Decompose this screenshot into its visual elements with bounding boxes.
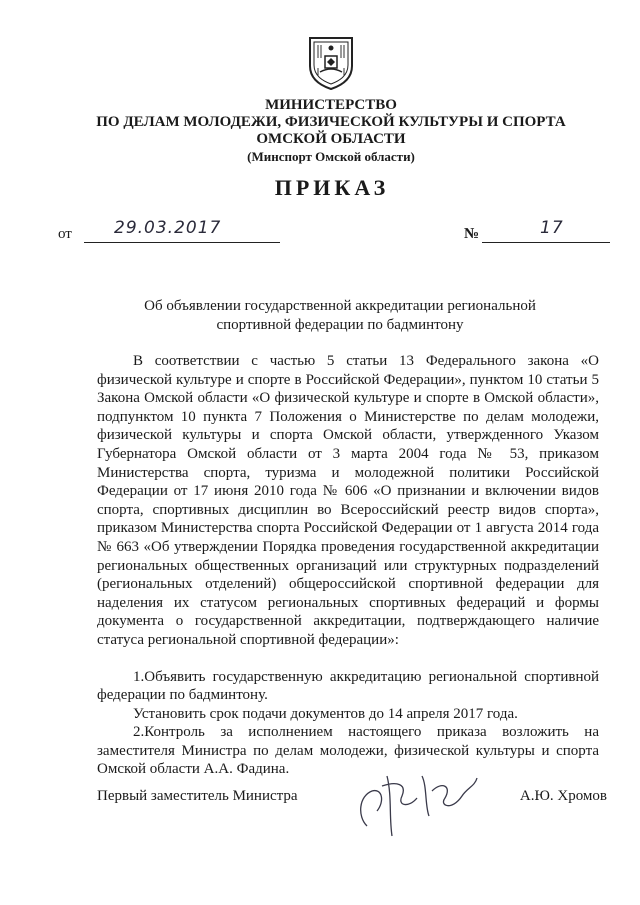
signatory-name: А.Ю. Хромов <box>519 788 607 804</box>
preamble-paragraph: В соответствии с частью 5 статьи 13 Федерального закона «О физической культуре и спорте в Российской Федерации», пунктом 10 статьи 5 Закона Омской области «О физической культуре и спорте в Омской области», подпунктом 10 пункта 7 Положения о Министерстве по делам молодежи, физической культуры и спорта Омской области, утвержденного Указом Губернатора Омской области от 3 марта 2004 года № 53, приказом Министерства спорта, туризма и молодежной политики Российской Федерации от 17 июня 2010 года № 606 «О признании и включении видов спорта, спортивных дисциплин во Всероссийский реестр видов спорта», приказом Министерства спорта Российской Федерации от 1 августа 2014 года № 663 «Об утверждении Порядка проведения государственной аккредитации региональных общественных организаций или структурных подразделений (региональных отделений) общероссийской спортивной федерации для наделения их статусом региональных спортивных федераций и формы документа о государственной аккредитации, подтверждающего наличие статуса региональной спортивной федерации»: <box>97 353 599 648</box>
handwritten-signature-icon <box>337 756 487 846</box>
ministry-name-line: МИНИСТЕРСТВО <box>265 97 397 113</box>
order-item-1-deadline: Установить срок подачи документов до 14 апреля 2017 года. <box>133 705 518 722</box>
signature-block <box>97 786 607 826</box>
order-item-2: 2.Контроль за исполнением настоящего приказа возложить на заместителя Министра по делам молодежи, физической культуры и спорта Омской области А.А. Фадина. <box>97 724 599 778</box>
order-body <box>97 352 599 779</box>
number-field <box>482 218 610 243</box>
handwritten-number: 17 <box>540 218 564 238</box>
handwritten-date: 29.03.2017 <box>114 218 222 238</box>
order-subject <box>120 297 560 335</box>
order-date-number-row <box>58 218 618 248</box>
signatory-position: Первый заместитель Министра <box>97 788 298 804</box>
subject-line: спортивной федерации по бадминтону <box>216 317 464 333</box>
omsk-coat-of-arms-icon <box>306 36 356 90</box>
ministry-short-name: (Минспорт Омской области) <box>247 149 415 164</box>
date-label: от <box>58 226 72 242</box>
number-label: № <box>464 226 480 242</box>
ministry-header <box>60 97 602 165</box>
order-item-1: 1.Объявить государственную аккредитацию региональной спортивной федерации по бадминтону. <box>97 668 599 704</box>
ministry-name-line: ОМСКОЙ ОБЛАСТИ <box>256 131 406 147</box>
document-title: ПРИКАЗ <box>274 175 390 200</box>
date-field <box>84 218 280 243</box>
subject-line: Об объявлении государственной аккредитации региональной <box>144 298 536 314</box>
ministry-name-line: ПО ДЕЛАМ МОЛОДЕЖИ, ФИЗИЧЕСКОЙ КУЛЬТУРЫ И СПОРТА <box>96 114 566 130</box>
